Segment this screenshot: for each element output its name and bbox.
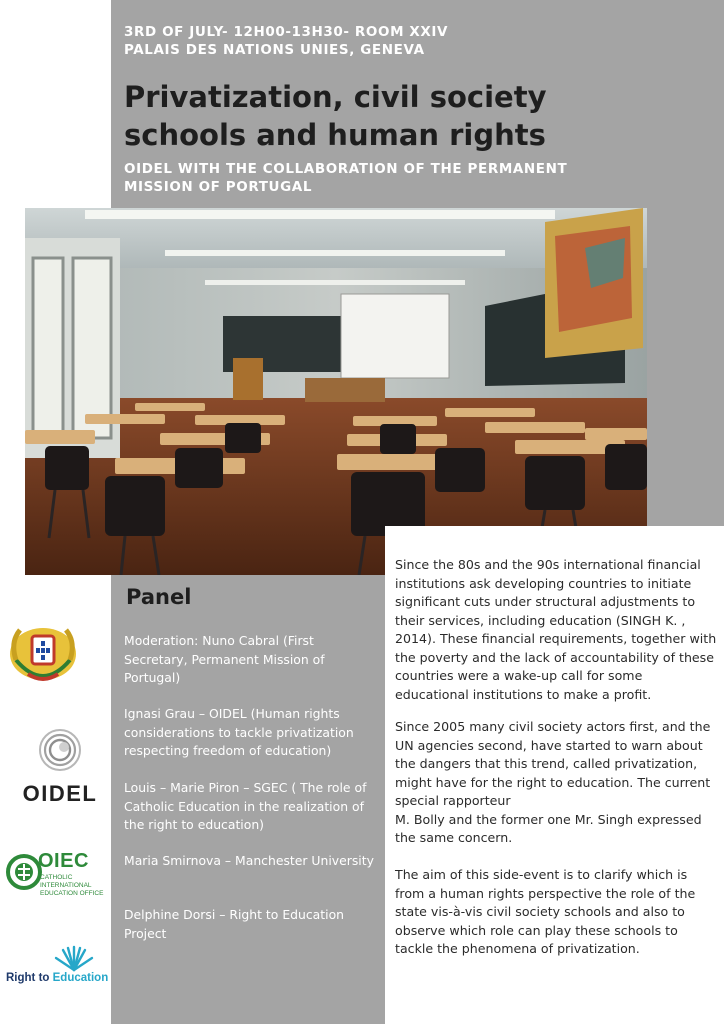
body-paragraph-1 (395, 556, 717, 704)
classroom-photo (25, 208, 647, 575)
body-paragraph-3 (395, 866, 717, 959)
panel-item-louis-marie-piron: Louis – Marie Piron – SGEC ( The role of Catholic Education in the realization of the right to education) (124, 780, 367, 832)
panel-item-maria-smirnova: Maria Smirnova – Manchester University (124, 853, 374, 868)
panel-item-ignasi-grau: Ignasi Grau – OIDEL (Human rights considerations to tackle privatization respecting freedom of education) (124, 706, 354, 758)
coat-of-arms-icon (8, 612, 78, 692)
rte-wordmark (6, 972, 108, 984)
title-line-1: Privatization, civil society (124, 80, 547, 114)
rte-wordmark-part-2: Education (52, 972, 109, 984)
oiec-subtitle-line-1: CATHOLIC INTERNATIONAL (40, 874, 92, 889)
paragraph-text: M. Bolly and the former one Mr. Singh expressed the same concern. (395, 811, 702, 845)
subtitle-line-2: MISSION OF PORTUGAL (124, 179, 313, 195)
page-title (124, 78, 684, 154)
paragraph-text: Since 2005 many civil society actors first, and the UN agencies second, have started to warn about the dangers that this trend, called privatization, might have for the right to education. The current special rapporteur (395, 719, 711, 808)
oiec-logo (6, 850, 106, 896)
sunburst-icon (54, 944, 94, 972)
oiec-subtitle-line-2: EDUCATION OFFICE (40, 890, 104, 897)
panel-heading: Panel (126, 585, 192, 609)
oidel-swirl-icon (18, 727, 102, 777)
paragraph-text: The aim of this side-event is to clarify which is from a human rights perspective the role of the state vis-à-vis civil society schools and also to observe which role can play these schools to tackle the phenomena of privatization. (395, 867, 696, 956)
panel-item-delphine-dorsi: Delphine Dorsi – Right to Education Project (124, 907, 345, 941)
panel-item-moderation: Moderation: Nuno Cabral (First Secretary, Permanent Mission of Portugal) (124, 633, 325, 685)
right-to-education-logo (4, 944, 108, 992)
rte-wordmark-part-1: Right to (6, 972, 50, 984)
event-location: PALAIS DES NATIONS UNIES, GENEVA (124, 42, 425, 58)
body-paragraph-2 (395, 718, 717, 848)
oidel-wordmark: OIDEL (22, 781, 98, 806)
paragraph-text: Since the 80s and the 90s international financial institutions ask developing countries to initiate significant cuts under structural adjustments to their services, including education (SINGH K. , 2014). These financial requirements, together with the poverty and the lack of accountability of these countries were a wake-up call for some educational institutions to make a profit. (395, 557, 717, 702)
oiec-subtitle (40, 874, 106, 898)
oiec-globe-icon (6, 852, 42, 892)
subtitle-line-1: OIDEL WITH THE COLLABORATION OF THE PERMANENT (124, 161, 568, 177)
oidel-logo (18, 727, 102, 807)
oiec-wordmark: OIEC (38, 850, 89, 872)
portugal-coat-of-arms-logo (8, 612, 78, 692)
classroom-illustration (25, 208, 647, 575)
event-date-time-room: 3RD OF JULY- 12H00-13H30- ROOM XXIV (124, 24, 449, 40)
organizers-subtitle (124, 160, 604, 196)
title-line-2: schools and human rights (124, 118, 546, 152)
